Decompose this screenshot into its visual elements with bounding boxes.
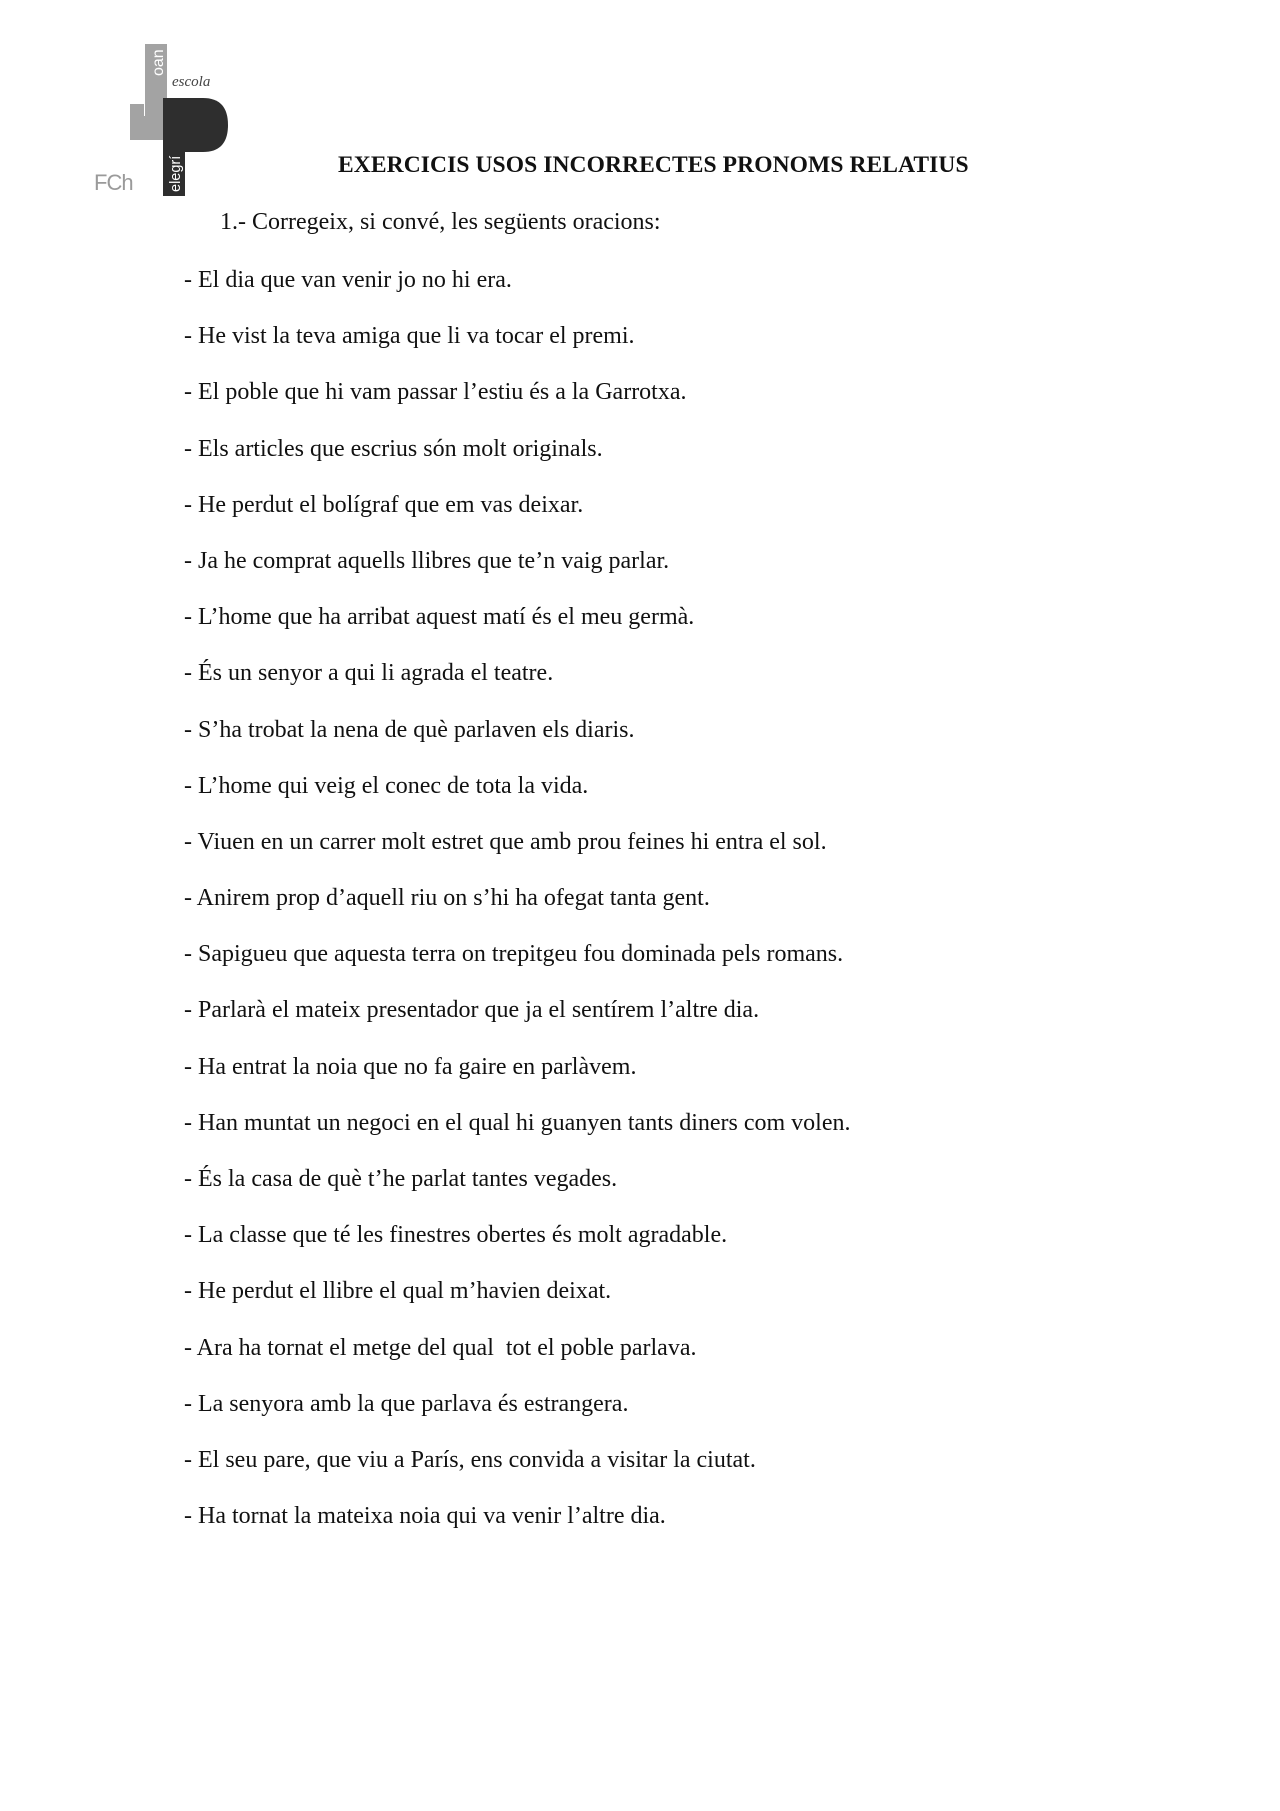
sentence-item: - Ara ha tornat el metge del qual tot el poble parlava.: [184, 1334, 697, 1361]
sentence-item: - Han muntat un negoci en el qual hi guanyen tants diners com volen.: [184, 1109, 851, 1136]
logo-org-mark: FCh: [94, 170, 133, 195]
sentence-item: - Ha entrat la noia que no fa gaire en parlàvem.: [184, 1053, 637, 1080]
sentence-item: - El seu pare, que viu a París, ens convida a visitar la ciutat.: [184, 1446, 756, 1473]
sentence-item: - Sapigueu que aquesta terra on trepitgeu fou dominada pels romans.: [184, 941, 844, 968]
logo-surname: elegrí: [168, 155, 184, 192]
sentence-item: - L’home que ha arribat aquest matí és el meu germà.: [184, 604, 695, 631]
sentence-item: - La classe que té les finestres obertes és molt agradable.: [184, 1222, 728, 1249]
sentence-item: - He perdut el bolígraf que em vas deixar.: [184, 491, 584, 518]
sentence-item: - Ha tornat la mateixa noia qui va venir l’altre dia.: [184, 1503, 666, 1530]
school-logo: [92, 40, 242, 200]
sentence-item: - El poble que hi vam passar l’estiu és a la Garrotxa.: [184, 379, 687, 406]
sentence-item: - La senyora amb la que parlava és estrangera.: [184, 1390, 629, 1417]
sentence-item: - Parlarà el mateix presentador que ja el sentírem l’altre dia.: [184, 997, 760, 1024]
sentence-item: - És la casa de què t’he parlat tantes vegades.: [184, 1166, 618, 1192]
sentence-item: - L’home qui veig el conec de tota la vida.: [184, 772, 589, 799]
sentence-item: - És un senyor a qui li agrada el teatre.: [184, 660, 554, 687]
logo-first-name: oan: [150, 49, 167, 76]
sentence-item: - He perdut el llibre el qual m’havien deixat.: [184, 1278, 612, 1305]
sentence-item: - Els articles que escrius són molt originals.: [184, 435, 603, 462]
page-title: EXERCICIS USOS INCORRECTES PRONOMS RELATIUS: [338, 152, 969, 178]
sentence-item: - Anirem prop d’aquell riu on s’hi ha ofegat tanta gent.: [184, 885, 710, 912]
sentence-item: - Viuen en un carrer molt estret que amb prou feines hi entra el sol.: [184, 828, 827, 855]
exercise-instruction: 1.- Corregeix, si convé, les següents oracions:: [220, 209, 661, 235]
sentence-item: - Ja he comprat aquells llibres que te’n vaig parlar.: [184, 547, 670, 574]
sentence-item: - S’ha trobat la nena de què parlaven els diaris.: [184, 716, 635, 743]
sentence-item: - He vist la teva amiga que li va tocar el premi.: [184, 323, 635, 350]
sentence-item: - El dia que van venir jo no hi era.: [184, 267, 512, 293]
logo-school-word: escola: [172, 74, 211, 90]
sentence-list: [184, 265, 851, 1557]
